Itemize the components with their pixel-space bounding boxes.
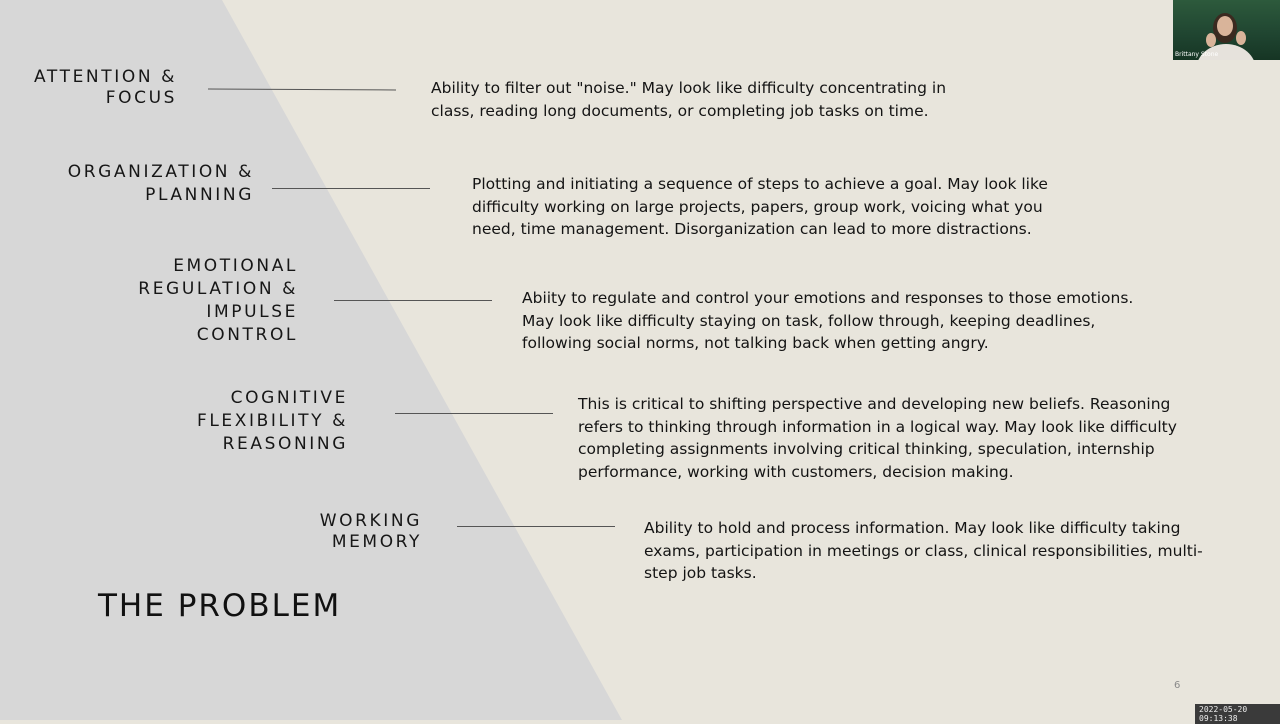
desc-emotional-regulation: Abiity to regulate and control your emotions and responses to those emotions. May look like difficulty staying on task, follow through, keeping deadlines, following social norms, not talking back when getting angry. xyxy=(522,289,1134,352)
desc-attention-focus: Ability to filter out "noise." May look like difficulty concentrating in class, reading long documents, or completing job tasks on time. xyxy=(431,79,947,120)
label-organization-planning: ORGANIZATION & PLANNING xyxy=(67,162,254,205)
connector-line-emotional xyxy=(334,300,492,301)
label-working-memory: WORKING MEMORY xyxy=(319,511,422,552)
desc-organization-planning: Plotting and initiating a sequence of steps to achieve a goal. May look like difficulty working on large projects, papers, group work, voicing what you need, time management. Disorganization can lead to more distractions. xyxy=(472,175,1048,238)
connector-line-working-memory xyxy=(457,526,615,527)
label-attention-focus: ATTENTION & FOCUS xyxy=(34,67,177,108)
recording-timestamp: 2022-05-20 09:13:38 xyxy=(1195,704,1280,724)
participant-name-label: Brittany Stone xyxy=(1175,51,1219,58)
desc-working-memory: Ability to hold and process information. May look like difficulty taking exams, participation in meetings or class, clinical responsibilities, multi-step job tasks. xyxy=(644,519,1203,582)
slide-title: THE PROBLEM xyxy=(98,588,342,624)
participant-video-tile[interactable] xyxy=(1173,0,1280,60)
label-emotional-regulation: EMOTIONAL REGULATION & IMPULSE CONTROL xyxy=(138,256,298,345)
desc-cognitive-flexibility: This is critical to shifting perspective and developing new beliefs. Reasoning refers to thinking through information in a logical way. May look like difficulty completing assignments involving critical thinking, speculation, internship performance, working with customers, decision making. xyxy=(578,395,1177,481)
page-number: 6 xyxy=(1174,680,1181,691)
connector-line-organization xyxy=(272,188,430,189)
label-cognitive-flexibility: COGNITIVE FLEXIBILITY & REASONING xyxy=(196,388,348,454)
connector-line-cognitive xyxy=(395,413,553,414)
